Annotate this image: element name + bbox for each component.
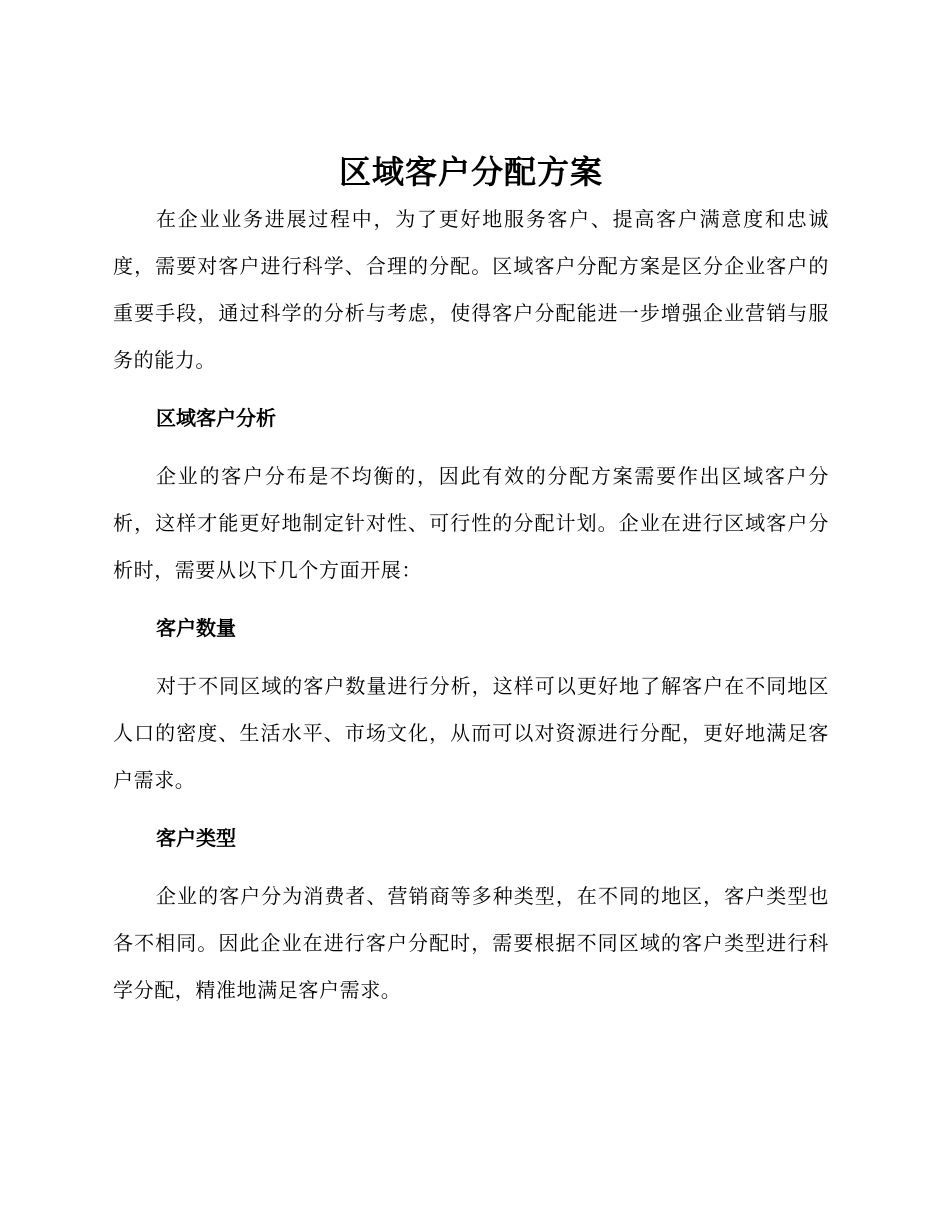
document-title: 区域客户分配方案 [338, 153, 603, 191]
section-body-customer-type: 企业的客户分为消费者、营销商等多种类型，在不同的地区，客户类型也各不相同。因此企业在进行客户分配时，需要根据不同区域的客户类型进行科学分配，精准地满足客户需求。 [113, 884, 829, 1002]
section-heading-regional-analysis: 区域客户分析 [156, 406, 276, 430]
section-body-regional-analysis: 企业的客户分布是不均衡的，因此有效的分配方案需要作出区域客户分析，这样才能更好地制定针对性、可行性的分配计划。企业在进行区域客户分析时，需要从以下几个方面开展： [113, 464, 829, 582]
section-heading-customer-type: 客户类型 [156, 826, 236, 850]
document-page [113, 148, 829, 1014]
intro-paragraph: 在企业业务进展过程中，为了更好地服务客户、提高客户满意度和忠诚度，需要对客户进行科学、合理的分配。区域客户分配方案是区分企业客户的重要手段，通过科学的分析与考虑，使得客户分配能进一步增强企业营销与服务的能力。 [113, 207, 829, 372]
section-heading-customer-count: 客户数量 [156, 616, 236, 640]
section-body-customer-count: 对于不同区域的客户数量进行分析，这样可以更好地了解客户在不同地区人口的密度、生活水平、市场文化，从而可以对资源进行分配，更好地满足客户需求。 [113, 674, 829, 792]
